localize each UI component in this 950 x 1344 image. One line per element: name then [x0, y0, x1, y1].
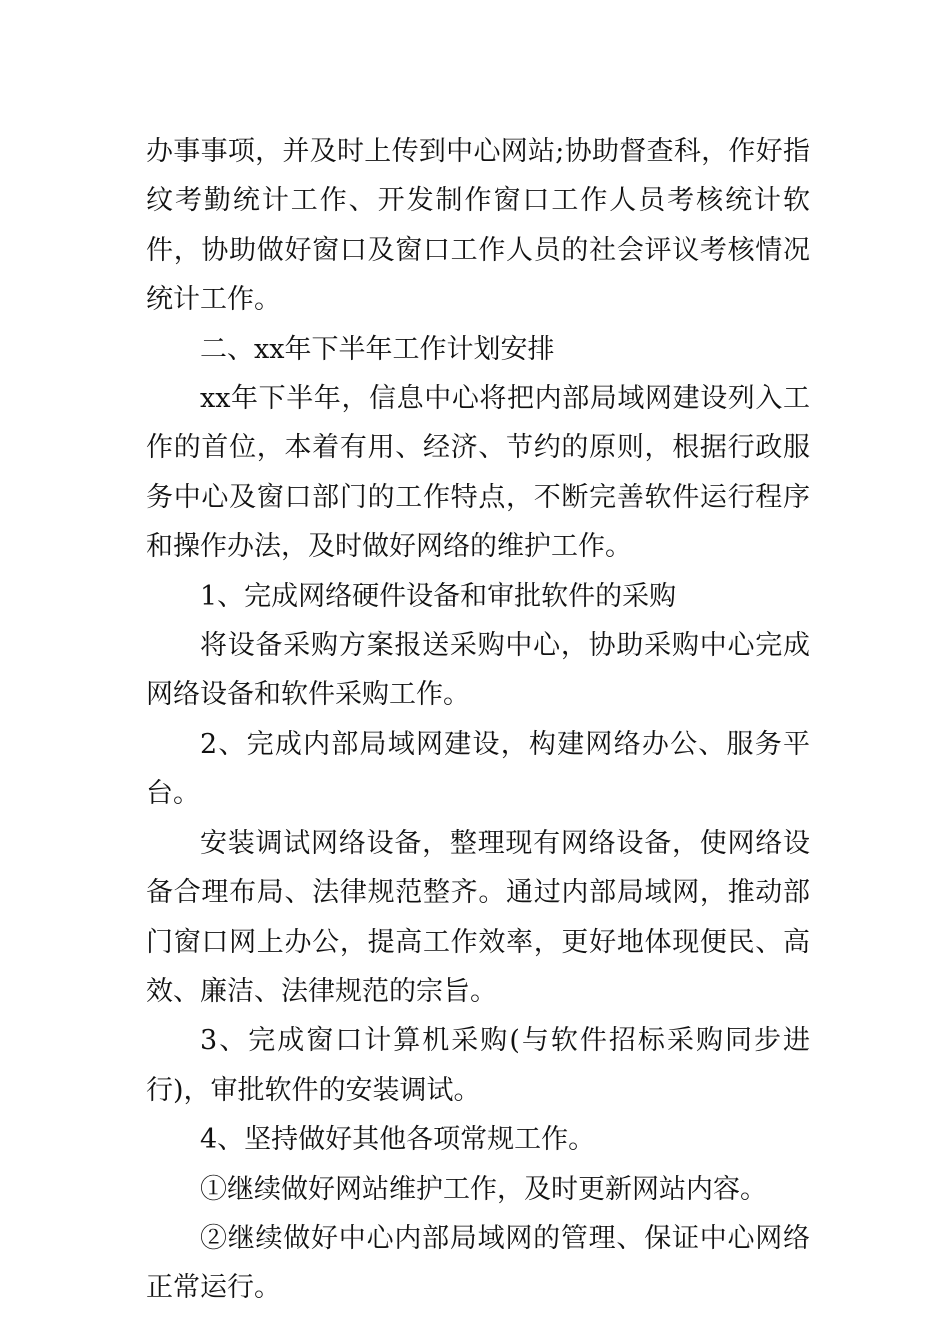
sub-item-2: ②继续做好中心内部局域网的管理、保证中心网络正常运行。	[146, 1222, 810, 1304]
paragraph-intro: xx年下半年，信息中心将把内部局域网建设列入工作的首位，本着有用、经济、节约的原则，根据行政服务中心及窗口部门的工作特点，不断完善软件运行程序和操作办法，及时做好网络的维护工作。	[146, 383, 810, 563]
item-heading-1: 1、完成网络硬件设备和审批软件的采购	[200, 580, 677, 612]
item-heading-3: 3、完成窗口计算机采购(与软件招标采购同步进行)，审批软件的安装调试。	[146, 1025, 810, 1106]
item-heading-4: 4、坚持做好其他各项常规工作。	[200, 1124, 596, 1156]
item-heading-2: 2、完成内部局域网建设，构建网络办公、服务平台。	[146, 728, 810, 810]
paragraph-continuation: 办事事项，并及时上传到中心网站;协助督查科，作好指纹考勤统计工作、开发制作窗口工作人员考核统计软件，协助做好窗口及窗口工作人员的社会评议考核情况统计工作。	[146, 136, 810, 316]
sub-item-1: ①继续做好网站维护工作，及时更新网站内容。	[200, 1173, 767, 1205]
item-body-2: 安装调试网络设备，整理现有网络设备，使网络设备合理布局、法律规范整齐。通过内部局域网，推动部门窗口网上办公，提高工作效率，更好地体现便民、高效、廉洁、法律规范的宗旨。	[146, 827, 810, 1007]
document-body	[146, 127, 810, 1313]
section-heading: 二、xx年下半年工作计划安排	[200, 333, 555, 365]
item-body-1: 将设备采购方案报送采购中心，协助采购中心完成网络设备和软件采购工作。	[146, 630, 810, 711]
